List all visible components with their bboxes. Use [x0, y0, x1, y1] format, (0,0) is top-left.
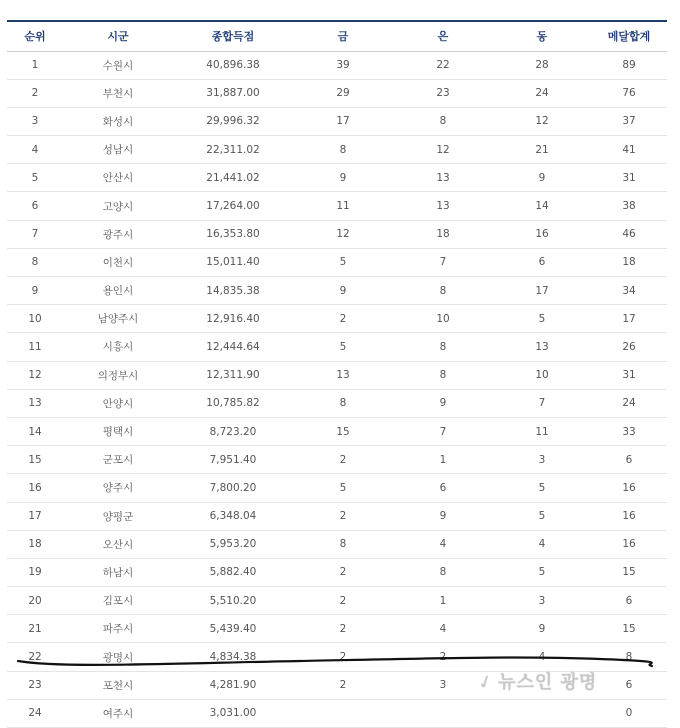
cell-bronze: 3 — [493, 587, 591, 615]
table-row — [7, 361, 667, 389]
cell-bronze: 5 — [493, 474, 591, 502]
cell-gold: 2 — [293, 446, 393, 474]
cell-medal-total: 37 — [591, 107, 667, 135]
cell-city: 평택시 — [63, 417, 173, 445]
cell-medal-total: 31 — [591, 361, 667, 389]
cell-rank: 8 — [7, 248, 63, 276]
cell-bronze: 24 — [493, 79, 591, 107]
table-row — [7, 79, 667, 107]
cell-medal-total: 34 — [591, 277, 667, 305]
cell-medal-total: 18 — [591, 248, 667, 276]
cell-total-score: 8,723.20 — [173, 417, 293, 445]
cell-rank: 20 — [7, 587, 63, 615]
cell-gold: 11 — [293, 192, 393, 220]
cell-gold — [293, 699, 393, 727]
cell-total-score: 12,916.40 — [173, 305, 293, 333]
cell-city: 안양시 — [63, 389, 173, 417]
table-row — [7, 164, 667, 192]
cell-total-score: 12,444.64 — [173, 333, 293, 361]
cell-total-score: 21,441.02 — [173, 164, 293, 192]
cell-bronze: 21 — [493, 136, 591, 164]
cell-silver: 23 — [393, 79, 493, 107]
cell-city: 하남시 — [63, 558, 173, 586]
header-medal-total: 메달합계 — [591, 21, 667, 51]
cell-bronze: 6 — [493, 248, 591, 276]
cell-silver: 8 — [393, 361, 493, 389]
cell-medal-total: 31 — [591, 164, 667, 192]
header-rank: 순위 — [7, 21, 63, 51]
cell-gold: 5 — [293, 333, 393, 361]
cell-total-score: 5,953.20 — [173, 530, 293, 558]
cell-medal-total: 15 — [591, 615, 667, 643]
cell-bronze: 9 — [493, 164, 591, 192]
cell-medal-total: 6 — [591, 446, 667, 474]
cell-silver: 3 — [393, 671, 493, 699]
cell-medal-total: 0 — [591, 699, 667, 727]
cell-city: 안산시 — [63, 164, 173, 192]
header-gold: 금 — [293, 21, 393, 51]
cell-total-score: 4,281.90 — [173, 671, 293, 699]
cell-rank: 6 — [7, 192, 63, 220]
cell-rank: 3 — [7, 107, 63, 135]
cell-total-score: 7,800.20 — [173, 474, 293, 502]
cell-city: 부천시 — [63, 79, 173, 107]
cell-rank: 24 — [7, 699, 63, 727]
cell-rank: 22 — [7, 643, 63, 671]
cell-bronze: 13 — [493, 333, 591, 361]
cell-gold: 2 — [293, 671, 393, 699]
cell-city: 용인시 — [63, 277, 173, 305]
cell-city: 남양주시 — [63, 305, 173, 333]
cell-rank: 9 — [7, 277, 63, 305]
cell-total-score: 17,264.00 — [173, 192, 293, 220]
cell-rank: 10 — [7, 305, 63, 333]
cell-gold: 17 — [293, 107, 393, 135]
table-row — [7, 502, 667, 530]
cell-gold: 15 — [293, 417, 393, 445]
table-body — [7, 51, 667, 728]
cell-rank: 14 — [7, 417, 63, 445]
cell-bronze: 5 — [493, 502, 591, 530]
cell-medal-total: 76 — [591, 79, 667, 107]
cell-city: 김포시 — [63, 587, 173, 615]
cell-gold: 12 — [293, 220, 393, 248]
table-row — [7, 474, 667, 502]
cell-gold: 8 — [293, 136, 393, 164]
table-row — [7, 389, 667, 417]
cell-medal-total: 41 — [591, 136, 667, 164]
cell-rank: 2 — [7, 79, 63, 107]
cell-rank: 4 — [7, 136, 63, 164]
table-row — [7, 417, 667, 445]
cell-bronze: 4 — [493, 530, 591, 558]
cell-city: 시흥시 — [63, 333, 173, 361]
table-row — [7, 446, 667, 474]
cell-city: 군포시 — [63, 446, 173, 474]
cell-gold: 5 — [293, 474, 393, 502]
cell-total-score: 6,348.04 — [173, 502, 293, 530]
cell-bronze: 10 — [493, 361, 591, 389]
cell-rank: 16 — [7, 474, 63, 502]
cell-gold: 2 — [293, 502, 393, 530]
header-silver: 은 — [393, 21, 493, 51]
watermark — [474, 668, 598, 696]
cell-city: 의정부시 — [63, 361, 173, 389]
cell-bronze — [493, 699, 591, 727]
cell-bronze: 14 — [493, 192, 591, 220]
cell-city: 오산시 — [63, 530, 173, 558]
cell-silver: 6 — [393, 474, 493, 502]
cell-rank: 5 — [7, 164, 63, 192]
cell-gold: 39 — [293, 51, 393, 79]
cell-silver: 1 — [393, 587, 493, 615]
cell-medal-total: 8 — [591, 643, 667, 671]
cell-rank: 15 — [7, 446, 63, 474]
header-bronze: 동 — [493, 21, 591, 51]
cell-bronze: 9 — [493, 615, 591, 643]
cell-city: 파주시 — [63, 615, 173, 643]
cell-silver: 4 — [393, 615, 493, 643]
cell-city: 포천시 — [63, 671, 173, 699]
cell-silver: 12 — [393, 136, 493, 164]
cell-medal-total: 16 — [591, 474, 667, 502]
cell-rank: 11 — [7, 333, 63, 361]
cell-total-score: 5,439.40 — [173, 615, 293, 643]
cell-medal-total: 16 — [591, 502, 667, 530]
cell-total-score: 14,835.38 — [173, 277, 293, 305]
cell-silver: 8 — [393, 277, 493, 305]
cell-total-score: 7,951.40 — [173, 446, 293, 474]
table-row — [7, 699, 667, 727]
watermark-logo-icon: ✓ — [474, 669, 498, 696]
cell-silver: 18 — [393, 220, 493, 248]
cell-city: 이천시 — [63, 248, 173, 276]
cell-silver: 7 — [393, 417, 493, 445]
cell-total-score: 5,510.20 — [173, 587, 293, 615]
cell-silver: 9 — [393, 389, 493, 417]
cell-city: 양평군 — [63, 502, 173, 530]
cell-silver: 8 — [393, 333, 493, 361]
cell-medal-total: 24 — [591, 389, 667, 417]
cell-bronze: 16 — [493, 220, 591, 248]
cell-city: 고양시 — [63, 192, 173, 220]
cell-medal-total: 89 — [591, 51, 667, 79]
cell-silver: 22 — [393, 51, 493, 79]
cell-city: 성남시 — [63, 136, 173, 164]
table-row — [7, 530, 667, 558]
cell-total-score: 3,031.00 — [173, 699, 293, 727]
cell-bronze: 5 — [493, 558, 591, 586]
cell-rank: 13 — [7, 389, 63, 417]
table-row — [7, 305, 667, 333]
table-row — [7, 587, 667, 615]
cell-bronze: 17 — [493, 277, 591, 305]
cell-rank: 23 — [7, 671, 63, 699]
cell-rank: 17 — [7, 502, 63, 530]
cell-total-score: 29,996.32 — [173, 107, 293, 135]
cell-gold: 9 — [293, 277, 393, 305]
cell-city: 화성시 — [63, 107, 173, 135]
cell-total-score: 15,011.40 — [173, 248, 293, 276]
table-row — [7, 615, 667, 643]
cell-gold: 2 — [293, 558, 393, 586]
header-city: 시군 — [63, 21, 173, 51]
cell-bronze: 11 — [493, 417, 591, 445]
ranking-table-container — [7, 20, 667, 728]
cell-city: 광명시 — [63, 643, 173, 671]
cell-silver: 8 — [393, 107, 493, 135]
table-row — [7, 107, 667, 135]
cell-total-score: 5,882.40 — [173, 558, 293, 586]
cell-gold: 9 — [293, 164, 393, 192]
cell-gold: 8 — [293, 530, 393, 558]
cell-medal-total: 17 — [591, 305, 667, 333]
cell-silver: 9 — [393, 502, 493, 530]
cell-gold: 2 — [293, 615, 393, 643]
cell-silver: 2 — [393, 643, 493, 671]
cell-medal-total: 15 — [591, 558, 667, 586]
table-row — [7, 248, 667, 276]
cell-silver: 7 — [393, 248, 493, 276]
cell-silver: 1 — [393, 446, 493, 474]
cell-gold: 8 — [293, 389, 393, 417]
cell-city: 수원시 — [63, 51, 173, 79]
cell-total-score: 22,311.02 — [173, 136, 293, 164]
cell-silver: 8 — [393, 558, 493, 586]
table-row — [7, 220, 667, 248]
table-row — [7, 192, 667, 220]
table-row — [7, 277, 667, 305]
cell-bronze: 28 — [493, 51, 591, 79]
cell-silver — [393, 699, 493, 727]
cell-medal-total: 46 — [591, 220, 667, 248]
cell-bronze: 12 — [493, 107, 591, 135]
cell-total-score: 4,834.38 — [173, 643, 293, 671]
cell-bronze: 7 — [493, 389, 591, 417]
table-header — [7, 21, 667, 51]
cell-bronze: 5 — [493, 305, 591, 333]
table-row — [7, 51, 667, 79]
cell-rank: 18 — [7, 530, 63, 558]
table-row — [7, 136, 667, 164]
cell-total-score: 16,353.80 — [173, 220, 293, 248]
cell-bronze: 4 — [493, 643, 591, 671]
cell-silver: 10 — [393, 305, 493, 333]
cell-bronze: 3 — [493, 446, 591, 474]
ranking-table — [7, 20, 667, 728]
cell-city: 여주시 — [63, 699, 173, 727]
cell-medal-total: 6 — [591, 587, 667, 615]
cell-city: 광주시 — [63, 220, 173, 248]
cell-rank: 21 — [7, 615, 63, 643]
cell-medal-total: 26 — [591, 333, 667, 361]
cell-rank: 12 — [7, 361, 63, 389]
cell-silver: 4 — [393, 530, 493, 558]
cell-gold: 2 — [293, 587, 393, 615]
cell-medal-total: 38 — [591, 192, 667, 220]
cell-medal-total: 6 — [591, 671, 667, 699]
table-row — [7, 558, 667, 586]
watermark-text: 뉴스인 광명 — [498, 672, 598, 693]
cell-silver: 13 — [393, 164, 493, 192]
cell-city: 양주시 — [63, 474, 173, 502]
header-total-score: 종합득점 — [173, 21, 293, 51]
cell-rank: 1 — [7, 51, 63, 79]
cell-gold: 29 — [293, 79, 393, 107]
cell-gold: 2 — [293, 305, 393, 333]
cell-gold: 13 — [293, 361, 393, 389]
cell-total-score: 12,311.90 — [173, 361, 293, 389]
cell-total-score: 31,887.00 — [173, 79, 293, 107]
cell-silver: 13 — [393, 192, 493, 220]
table-row — [7, 643, 667, 671]
cell-rank: 19 — [7, 558, 63, 586]
cell-rank: 7 — [7, 220, 63, 248]
cell-gold: 2 — [293, 643, 393, 671]
cell-total-score: 40,896.38 — [173, 51, 293, 79]
table-row — [7, 333, 667, 361]
cell-medal-total: 16 — [591, 530, 667, 558]
cell-gold: 5 — [293, 248, 393, 276]
cell-total-score: 10,785.82 — [173, 389, 293, 417]
header-row — [7, 21, 667, 51]
cell-medal-total: 33 — [591, 417, 667, 445]
